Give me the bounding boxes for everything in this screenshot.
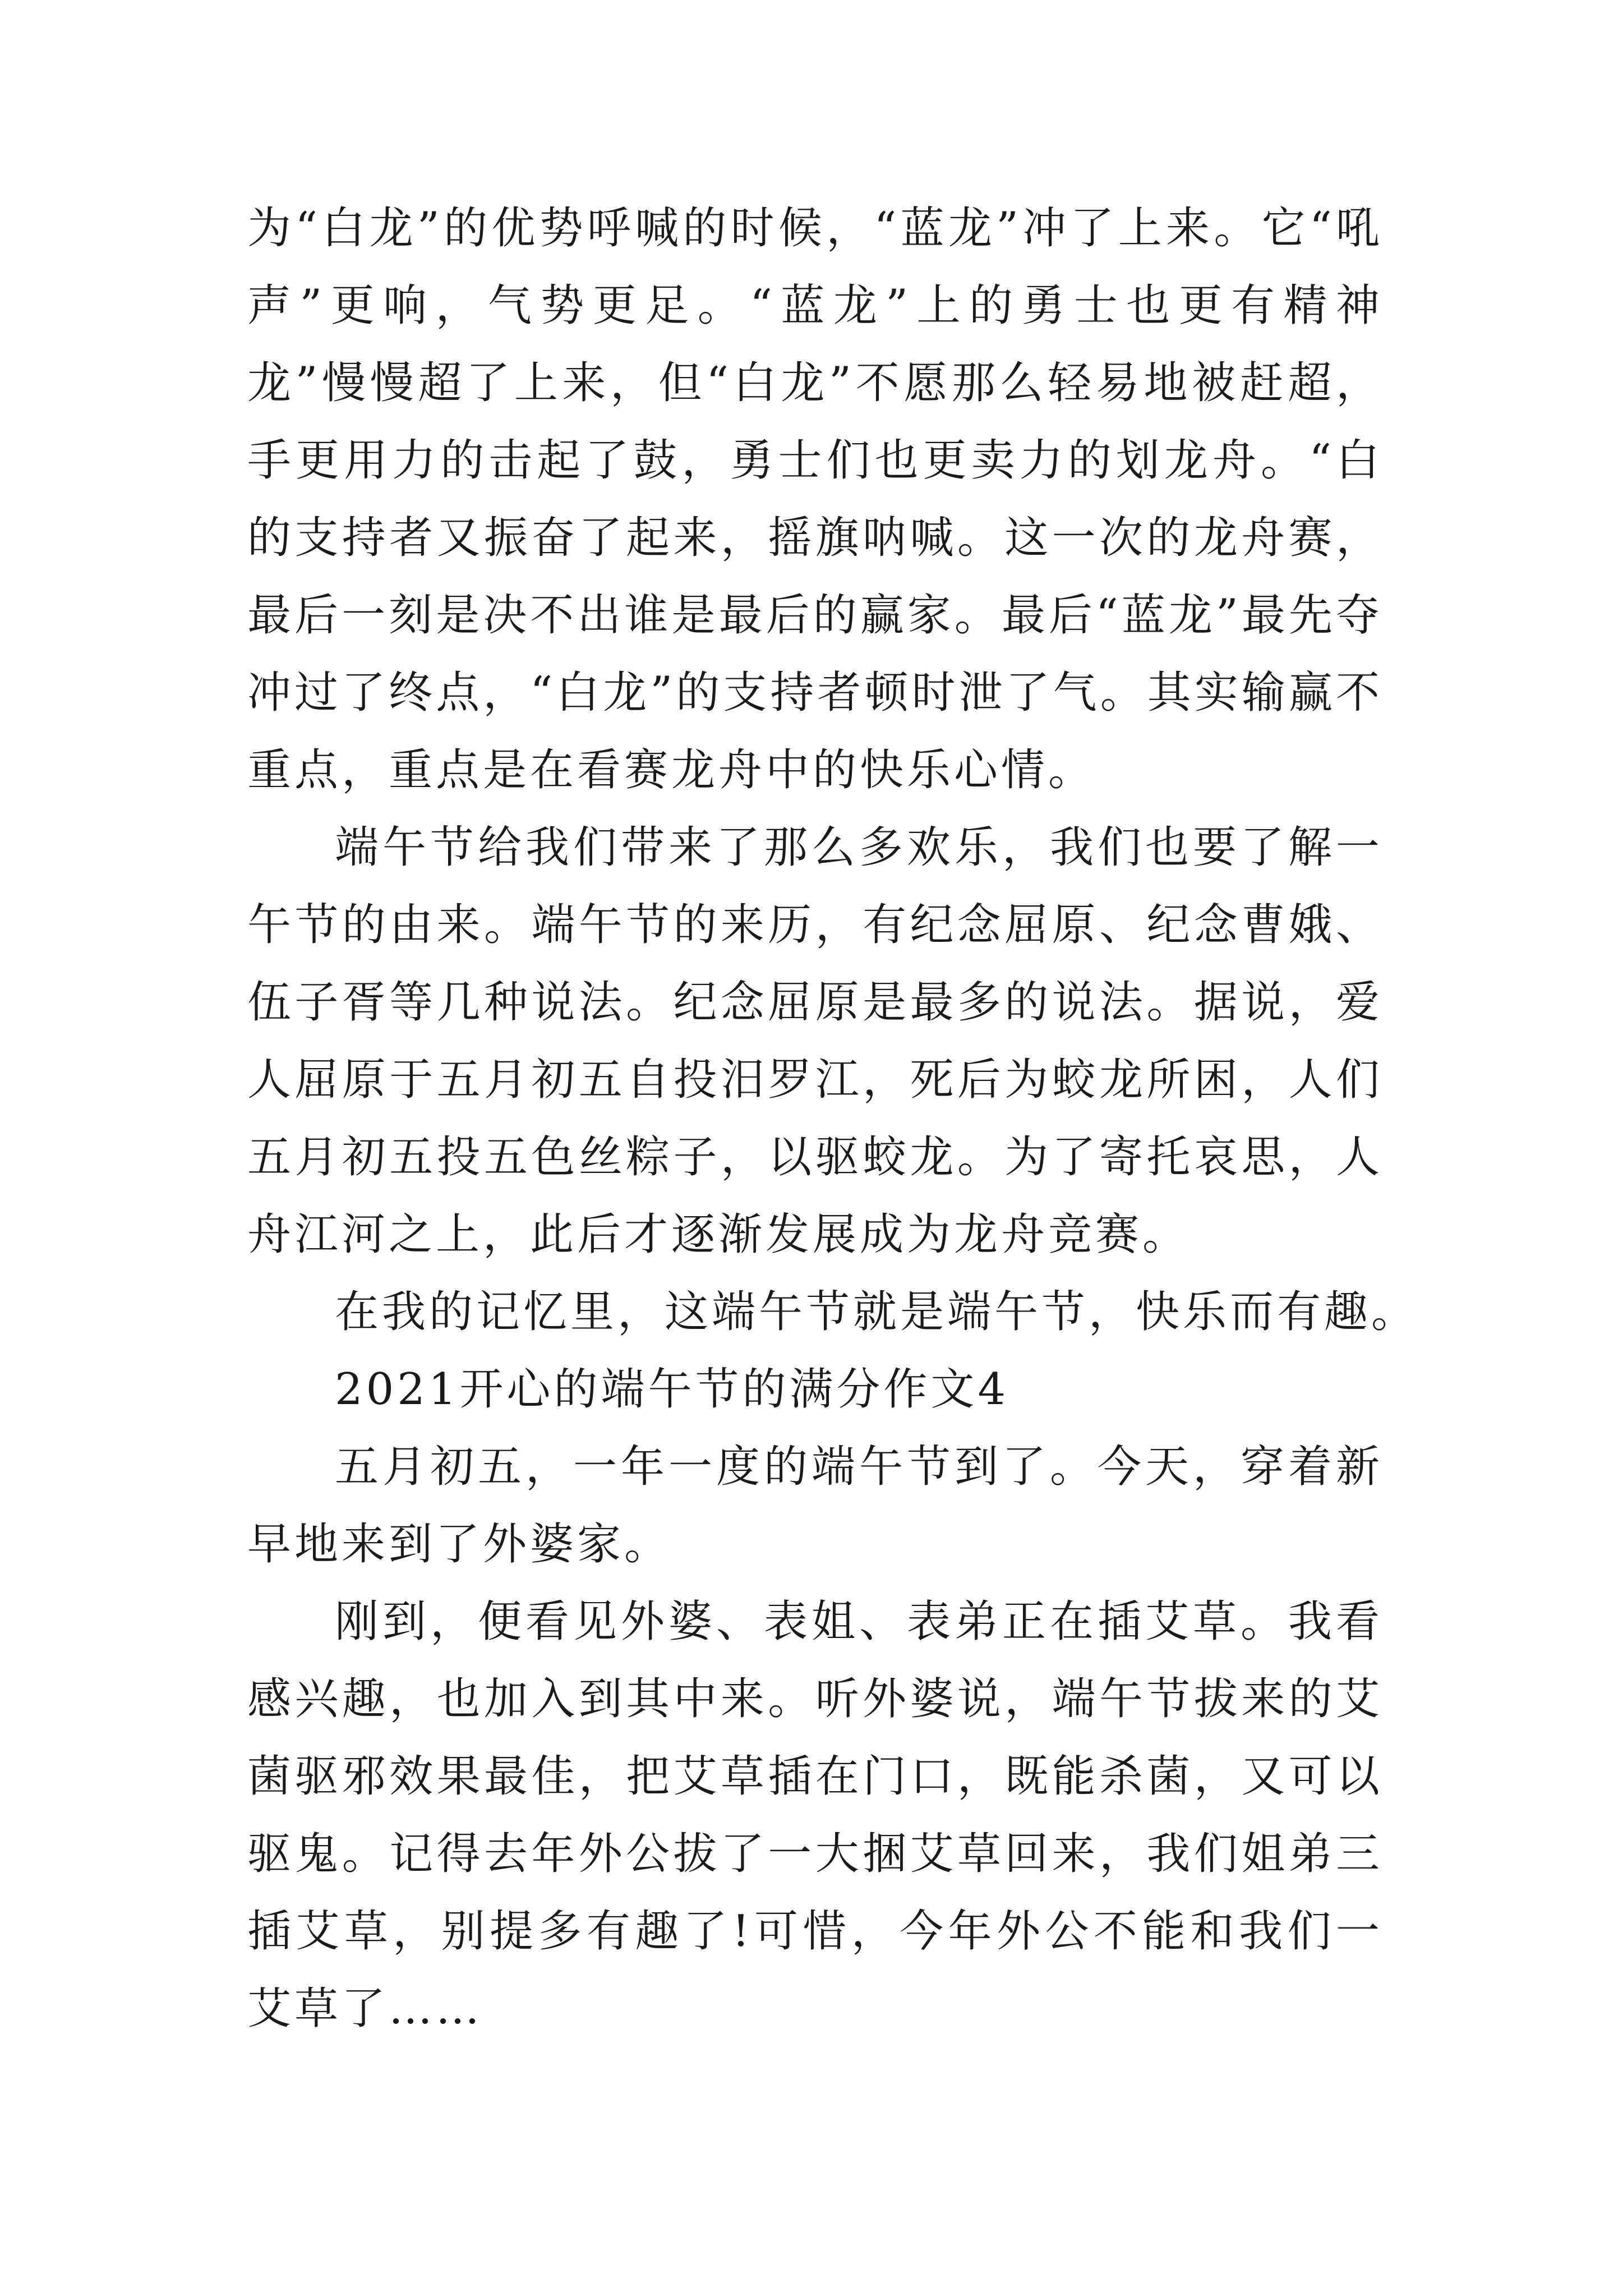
document-body [247,190,1419,2047]
text-line: 为“白龙”的优势呼喊的时候，“蓝龙”冲了上来。它“吼 [247,203,1383,254]
text-line: 2021开心的端午节的满分作文4 [335,1364,1009,1415]
text-line: 手更用力的击起了鼓，勇士们也更卖力的划龙舟。“白 [247,435,1383,486]
paragraph [247,1428,1383,1583]
paragraph [247,1273,1419,1351]
text-line: 声”更响，气势更足。“蓝龙”上的勇士也更有精神 [247,280,1383,331]
text-line: 人屈原于五月初五自投汨罗江，死后为蛟龙所困，人们 [247,1055,1383,1105]
paragraph [247,809,1383,1273]
text-line: 在我的记忆里，这端午节就是端午节，快乐而有趣。 [335,1287,1419,1337]
text-line: 最后一刻是决不出谁是最后的赢家。最后“蓝龙”最先夺 [247,590,1383,641]
text-line: 伍子胥等几种说法。纪念屈原是最多的说法。据说，爱 [247,977,1383,1028]
text-line: 重点，重点是在看赛龙舟中的快乐心情。 [247,745,1096,795]
text-line: 五月初五投五色丝粽子，以驱蛟龙。为了寄托哀思，人 [247,1132,1383,1182]
text-line: 刚到，便看见外婆、表姐、表弟正在插艾草。我看 [335,1596,1383,1647]
text-line: 早地来到了外婆家。 [247,1519,672,1570]
text-line: 舟江河之上，此后才逐渐发展成为龙舟竞赛。 [247,1209,1190,1260]
text-line: 冲过了终点，“白龙”的支持者顿时泄了气。其实输赢不 [247,668,1383,718]
text-line: 驱鬼。记得去年外公拔了一大捆艾草回来，我们姐弟三 [247,1829,1383,1879]
text-line: 五月初五，一年一度的端午节到了。今天，穿着新 [335,1442,1383,1492]
paragraph [247,1583,1383,2047]
text-line: 插艾草，别提多有趣了!可惜，今年外公不能和我们一 [247,1906,1383,1957]
text-line: 端午节给我们带来了那么多欢乐，我们也要了解一 [335,822,1383,873]
paragraph [247,190,1383,809]
text-line: 感兴趣，也加入到其中来。听外婆说，端午节拔来的艾 [247,1674,1383,1724]
text-line: 菌驱邪效果最佳，把艾草插在门口，既能杀菌，又可以 [247,1751,1383,1802]
text-line: 艾草了…… [247,1984,483,2034]
text-line: 的支持者又振奋了起来，摇旗呐喊。这一次的龙舟赛， [247,513,1383,563]
text-line: 龙”慢慢超了上来，但“白龙”不愿那么轻易地被赶超， [247,358,1383,408]
section-heading [247,1351,1383,1428]
text-line: 午节的由来。端午节的来历，有纪念屈原、纪念曹娥、 [247,900,1383,950]
